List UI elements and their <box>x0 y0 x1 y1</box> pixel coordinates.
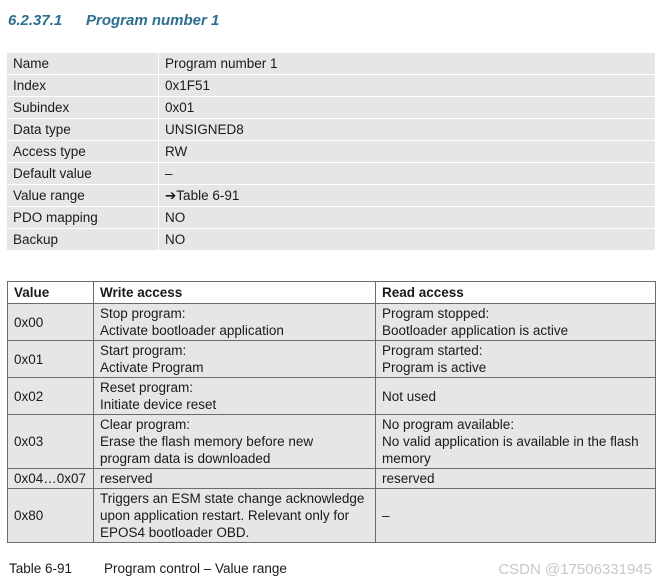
object-row <box>7 53 655 74</box>
section-heading <box>8 12 219 29</box>
cell-line: Program started: <box>382 343 483 358</box>
object-key: Default value <box>7 163 158 184</box>
caption-label: Table 6-91 <box>9 561 73 576</box>
cell-line: EPOS4 bootloader OBD. <box>100 525 250 540</box>
object-value: NO <box>159 207 655 228</box>
section-title: Program number 1 <box>86 12 220 29</box>
cell-line: program data is downloaded <box>100 451 271 466</box>
section-number: 6.2.37.1 <box>8 12 63 29</box>
value-cell: 0x00 <box>8 304 94 341</box>
cell-line: Clear program: <box>100 417 191 432</box>
cell-line: No valid application is available in the flash <box>382 434 639 449</box>
object-key: Value range <box>7 185 158 206</box>
cell-line: Triggers an ESM state change acknowledge <box>100 491 365 506</box>
cell-line: Start program: <box>100 343 187 358</box>
cell-line: reserved <box>100 471 153 486</box>
object-value: – <box>159 163 655 184</box>
object-key: Data type <box>7 119 158 140</box>
object-row <box>7 229 655 250</box>
object-key: Name <box>7 53 158 74</box>
object-value: 0x1F51 <box>159 75 655 96</box>
value-row <box>8 378 656 415</box>
table-caption <box>9 561 287 576</box>
value-cell: 0x01 <box>8 341 94 378</box>
caption-text: Program control – Value range <box>104 561 287 576</box>
header-value: Value <box>8 282 94 304</box>
cell-line: Activate bootloader application <box>100 323 284 338</box>
object-value: NO <box>159 229 655 250</box>
read-access-cell <box>376 469 656 489</box>
value-cell: 0x03 <box>8 415 94 469</box>
read-access-cell <box>376 341 656 378</box>
value-cell: 0x04…0x07 <box>8 469 94 489</box>
cell-line: memory <box>382 451 431 466</box>
write-access-cell <box>94 341 376 378</box>
value-range-table <box>7 281 656 543</box>
object-key: Subindex <box>7 97 158 118</box>
cell-line: Stop program: <box>100 306 186 321</box>
cell-line: upon application restart. Relevant only for <box>100 508 350 523</box>
cell-line: Bootloader application is active <box>382 323 569 338</box>
read-access-cell <box>376 378 656 415</box>
header-read-access: Read access <box>376 282 656 304</box>
object-value: UNSIGNED8 <box>159 119 655 140</box>
write-access-cell <box>94 469 376 489</box>
object-key: Index <box>7 75 158 96</box>
cell-line: No program available: <box>382 417 515 432</box>
object-row <box>7 163 655 184</box>
object-dictionary-body <box>7 53 655 250</box>
value-row <box>8 415 656 469</box>
object-value: Program number 1 <box>159 53 655 74</box>
write-access-cell <box>94 304 376 341</box>
cell-line: Initiate device reset <box>100 397 217 412</box>
cell-line: reserved <box>382 471 435 486</box>
value-cell: 0x02 <box>8 378 94 415</box>
value-row <box>8 469 656 489</box>
header-write-access: Write access <box>94 282 376 304</box>
value-cell: 0x80 <box>8 489 94 543</box>
object-value: RW <box>159 141 655 162</box>
read-access-cell <box>376 489 656 543</box>
object-row <box>7 141 655 162</box>
cell-line: Erase the flash memory before new <box>100 434 314 449</box>
value-row <box>8 304 656 341</box>
object-key: Backup <box>7 229 158 250</box>
object-row <box>7 97 655 118</box>
object-dictionary-table <box>7 52 655 251</box>
value-row <box>8 489 656 543</box>
object-row <box>7 75 655 96</box>
cell-line: Program is active <box>382 360 487 375</box>
cell-line: Activate Program <box>100 360 204 375</box>
value-table-body <box>8 304 656 543</box>
object-value: ➔Table 6-91 <box>159 185 655 206</box>
write-access-cell <box>94 378 376 415</box>
cell-line: Program stopped: <box>382 306 490 321</box>
write-access-cell <box>94 489 376 543</box>
object-row <box>7 207 655 228</box>
watermark: CSDN @17506331945 <box>498 561 652 578</box>
object-value: 0x01 <box>159 97 655 118</box>
value-row <box>8 341 656 378</box>
write-access-cell <box>94 415 376 469</box>
read-access-cell <box>376 415 656 469</box>
cell-line: Not used <box>382 388 437 404</box>
cell-line: Reset program: <box>100 380 194 395</box>
object-key: Access type <box>7 141 158 162</box>
read-access-cell <box>376 304 656 341</box>
cell-line: – <box>382 508 390 523</box>
value-table-header-row <box>8 282 656 304</box>
object-row <box>7 119 655 140</box>
object-key: PDO mapping <box>7 207 158 228</box>
object-row <box>7 185 655 206</box>
